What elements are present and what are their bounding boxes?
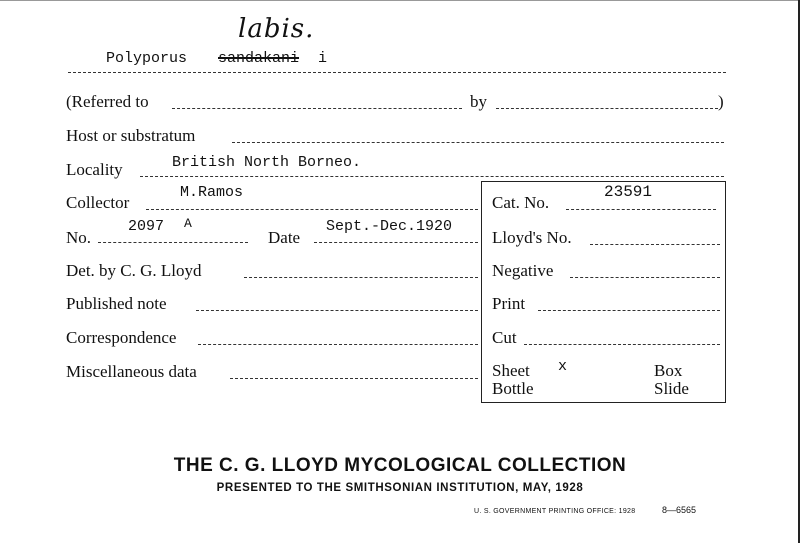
correspondence-label: Correspondence <box>66 328 177 347</box>
published-note-line <box>196 310 478 311</box>
cut-line <box>524 344 720 345</box>
misc-label: Miscellaneous data <box>66 362 197 381</box>
by-line <box>496 108 718 109</box>
lloyds-no-line <box>590 244 720 245</box>
det-by-label: Det. by C. G. Lloyd <box>66 261 202 280</box>
cut-label: Cut <box>492 328 517 347</box>
cat-no-value: 23591 <box>604 183 653 201</box>
cat-no-line <box>566 209 716 210</box>
species-crossed: sandakani <box>218 50 300 67</box>
date-value: Sept.-Dec.1920 <box>326 218 453 235</box>
number-suffix: A <box>184 216 192 231</box>
host-label: Host or substratum <box>66 126 196 145</box>
number-label: No. <box>66 228 92 247</box>
collector-line <box>146 209 478 210</box>
negative-line <box>570 277 720 278</box>
negative-label: Negative <box>492 261 554 280</box>
by-label: by <box>470 92 487 111</box>
slide-label: Slide <box>654 379 689 398</box>
species-suffix: i <box>318 50 328 67</box>
date-label: Date <box>268 228 301 247</box>
sheet-label: Sheet <box>492 361 530 380</box>
card-top-edge <box>0 0 800 1</box>
cat-no-label: Cat. No. <box>492 193 550 212</box>
locality-line <box>140 176 724 177</box>
print-line <box>538 310 720 311</box>
correspondence-line <box>198 344 478 345</box>
box-label: Box <box>654 361 683 380</box>
referred-to-label: (Referred to <box>66 92 149 111</box>
number-value: 2097 <box>128 218 165 235</box>
title-line <box>68 72 726 73</box>
number-line <box>98 242 248 243</box>
locality-label: Locality <box>66 160 123 179</box>
print-label: Print <box>492 294 526 313</box>
locality-value: British North Borneo. <box>172 154 362 171</box>
misc-line <box>230 378 478 379</box>
form-number: 8—6565 <box>662 505 697 515</box>
collector-label: Collector <box>66 193 130 212</box>
handwritten-correction: labis. <box>238 14 315 44</box>
collection-title: THE C. G. LLOYD MYCOLOGICAL COLLECTION <box>173 455 627 476</box>
collection-subtitle: PRESENTED TO THE SMITHSONIAN INSTITUTION, MAY, 1928 <box>216 482 584 494</box>
host-line <box>232 142 724 143</box>
sheet-mark: x <box>558 358 568 375</box>
bottle-label: Bottle <box>492 379 534 398</box>
genus-name: Polyporus <box>106 50 188 67</box>
referred-to-line <box>172 108 462 109</box>
det-by-line <box>244 277 478 278</box>
published-note-label: Published note <box>66 294 167 313</box>
printer-imprint: U. S. GOVERNMENT PRINTING OFFICE: 1928 <box>474 508 636 515</box>
collector-value: M.Ramos <box>180 184 244 201</box>
close-paren: ) <box>718 92 724 111</box>
lloyds-no-label: Lloyd's No. <box>492 228 572 247</box>
date-line <box>314 242 478 243</box>
